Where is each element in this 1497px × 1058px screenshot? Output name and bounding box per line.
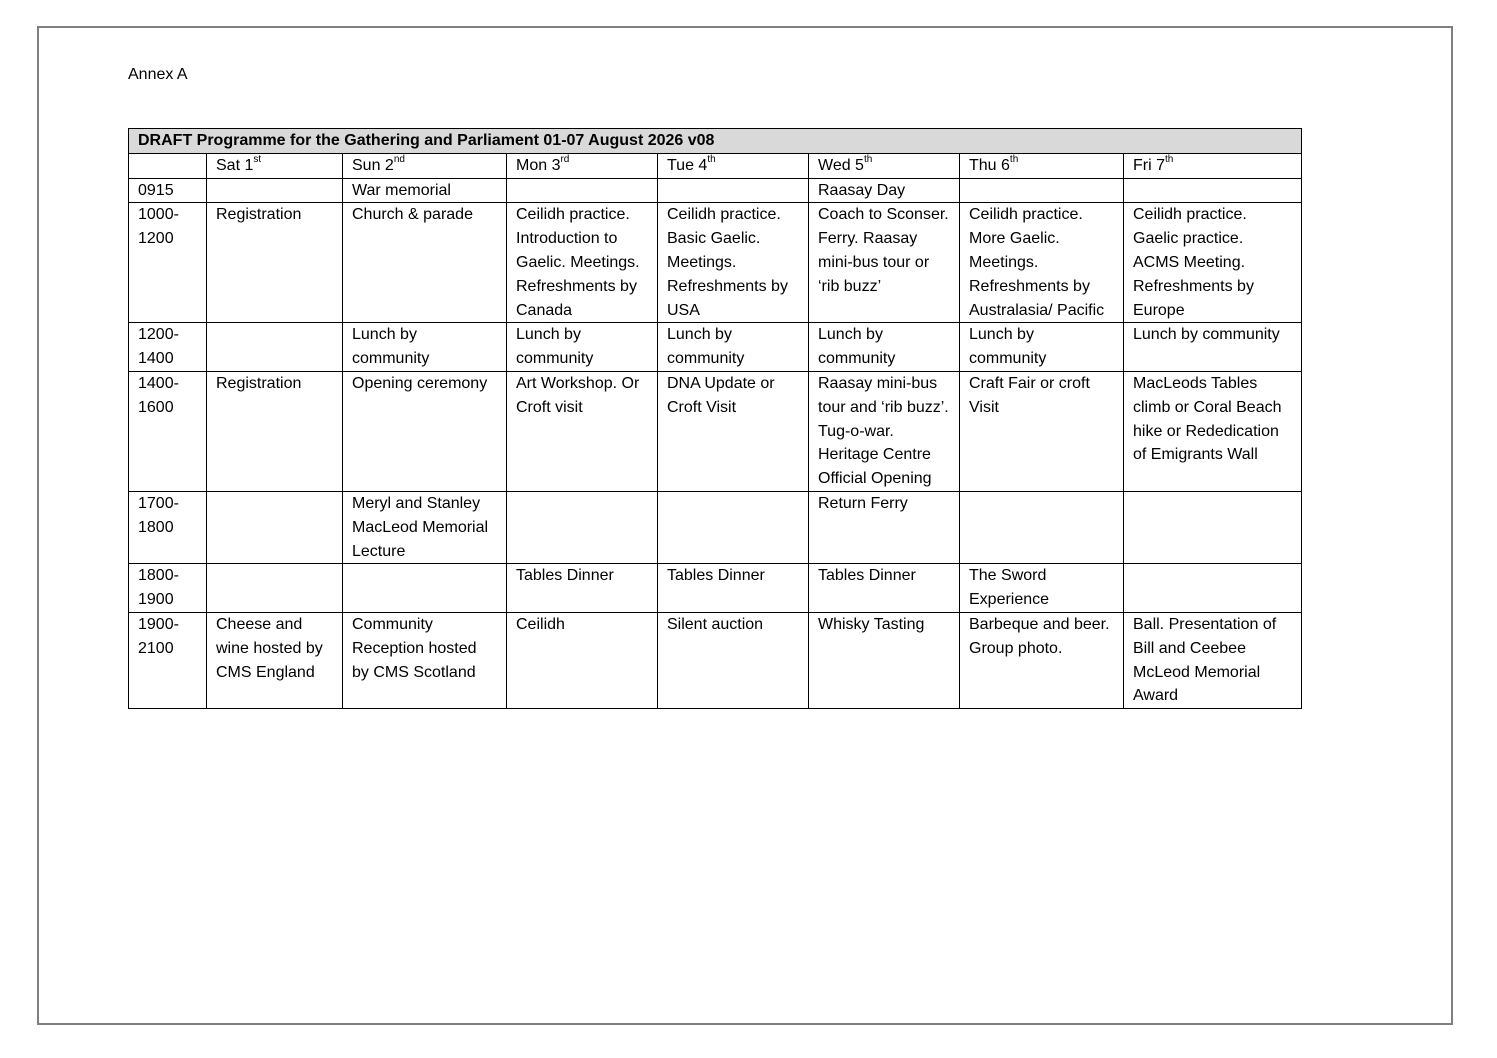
schedule-cell: Lunch by community: [1124, 323, 1302, 372]
day-header: Sat 1st: [207, 153, 343, 178]
schedule-cell: [1124, 564, 1302, 613]
schedule-cell: Ceilidh practice. Basic Gaelic. Meetings. Refreshments by USA: [658, 203, 809, 323]
schedule-cell: Art Workshop. Or Croft visit: [507, 371, 658, 491]
schedule-row: [129, 564, 1302, 613]
schedule-cell: Opening ceremony: [343, 371, 507, 491]
schedule-cell: Whisky Tasting: [809, 612, 960, 708]
schedule-cell: Return Ferry: [809, 491, 960, 563]
table-title: DRAFT Programme for the Gathering and Parliament 01-07 August 2026 v08: [129, 129, 1302, 154]
schedule-cell: MacLeods Tables climb or Coral Beach hike or Rededication of Emigrants Wall: [1124, 371, 1302, 491]
day-header: Wed 5th: [809, 153, 960, 178]
schedule-cell: Registration: [207, 371, 343, 491]
schedule-cell: Lunch by community: [809, 323, 960, 372]
day-header: Mon 3rd: [507, 153, 658, 178]
schedule-cell: Cheese and wine hosted by CMS England: [207, 612, 343, 708]
schedule-cell: Lunch by community: [343, 323, 507, 372]
schedule-cell: [207, 491, 343, 563]
schedule-cell: Barbeque and beer. Group photo.: [960, 612, 1124, 708]
schedule-cell: War memorial: [343, 178, 507, 203]
schedule-row: [129, 612, 1302, 708]
annex-label: Annex A: [128, 66, 188, 83]
schedule-cell: Ceilidh: [507, 612, 658, 708]
schedule-cell: [960, 178, 1124, 203]
schedule-cell: [507, 491, 658, 563]
day-header: Thu 6th: [960, 153, 1124, 178]
schedule-cell: Ceilidh practice. More Gaelic. Meetings. Refreshments by Australasia/ Pacific: [960, 203, 1124, 323]
schedule-cell: [960, 491, 1124, 563]
schedule-row: [129, 178, 1302, 203]
schedule-cell: Ceilidh practice. Gaelic practice. ACMS Meeting. Refreshments by Europe: [1124, 203, 1302, 323]
schedule-row: [129, 323, 1302, 372]
schedule-cell: Church & parade: [343, 203, 507, 323]
schedule-cell: The Sword Experience: [960, 564, 1124, 613]
day-header: Sun 2nd: [343, 153, 507, 178]
schedule-cell: Community Reception hosted by CMS Scotland: [343, 612, 507, 708]
schedule-cell: Tables Dinner: [658, 564, 809, 613]
day-header: Tue 4th: [658, 153, 809, 178]
schedule-row: [129, 371, 1302, 491]
schedule-row: [129, 203, 1302, 323]
time-slot: 1400- 1600: [129, 371, 207, 491]
schedule-cell: [343, 564, 507, 613]
time-slot: 0915: [129, 178, 207, 203]
schedule-cell: Lunch by community: [658, 323, 809, 372]
schedule-cell: [1124, 491, 1302, 563]
schedule-cell: [1124, 178, 1302, 203]
time-header: [129, 153, 207, 178]
time-slot: 1700- 1800: [129, 491, 207, 563]
schedule-cell: Registration: [207, 203, 343, 323]
time-slot: 1800- 1900: [129, 564, 207, 613]
schedule-cell: [207, 178, 343, 203]
schedule-cell: Ceilidh practice. Introduction to Gaelic. Meetings. Refreshments by Canada: [507, 203, 658, 323]
day-header-row: [129, 153, 1302, 178]
schedule-cell: Coach to Sconser. Ferry. Raasay mini-bus tour or ‘rib buzz’: [809, 203, 960, 323]
schedule-cell: Ball. Presentation of Bill and Ceebee McLeod Memorial Award: [1124, 612, 1302, 708]
schedule-cell: [658, 178, 809, 203]
schedule-row: [129, 491, 1302, 563]
schedule-cell: Raasay mini-bus tour and ‘rib buzz’. Tug-o-war. Heritage Centre Official Opening: [809, 371, 960, 491]
schedule-cell: Tables Dinner: [507, 564, 658, 613]
day-header: Fri 7th: [1124, 153, 1302, 178]
schedule-cell: Tables Dinner: [809, 564, 960, 613]
schedule-cell: DNA Update or Croft Visit: [658, 371, 809, 491]
schedule-cell: Craft Fair or croft Visit: [960, 371, 1124, 491]
schedule-cell: [507, 178, 658, 203]
schedule-cell: Lunch by community: [960, 323, 1124, 372]
schedule-cell: Silent auction: [658, 612, 809, 708]
time-slot: 1900- 2100: [129, 612, 207, 708]
schedule-cell: [207, 564, 343, 613]
time-slot: 1200- 1400: [129, 323, 207, 372]
programme-table: [128, 128, 1302, 709]
time-slot: 1000- 1200: [129, 203, 207, 323]
schedule-cell: Raasay Day: [809, 178, 960, 203]
table-title-row: [129, 129, 1302, 154]
schedule-cell: [658, 491, 809, 563]
schedule-cell: [207, 323, 343, 372]
schedule-cell: Lunch by community: [507, 323, 658, 372]
schedule-cell: Meryl and Stanley MacLeod Memorial Lecture: [343, 491, 507, 563]
